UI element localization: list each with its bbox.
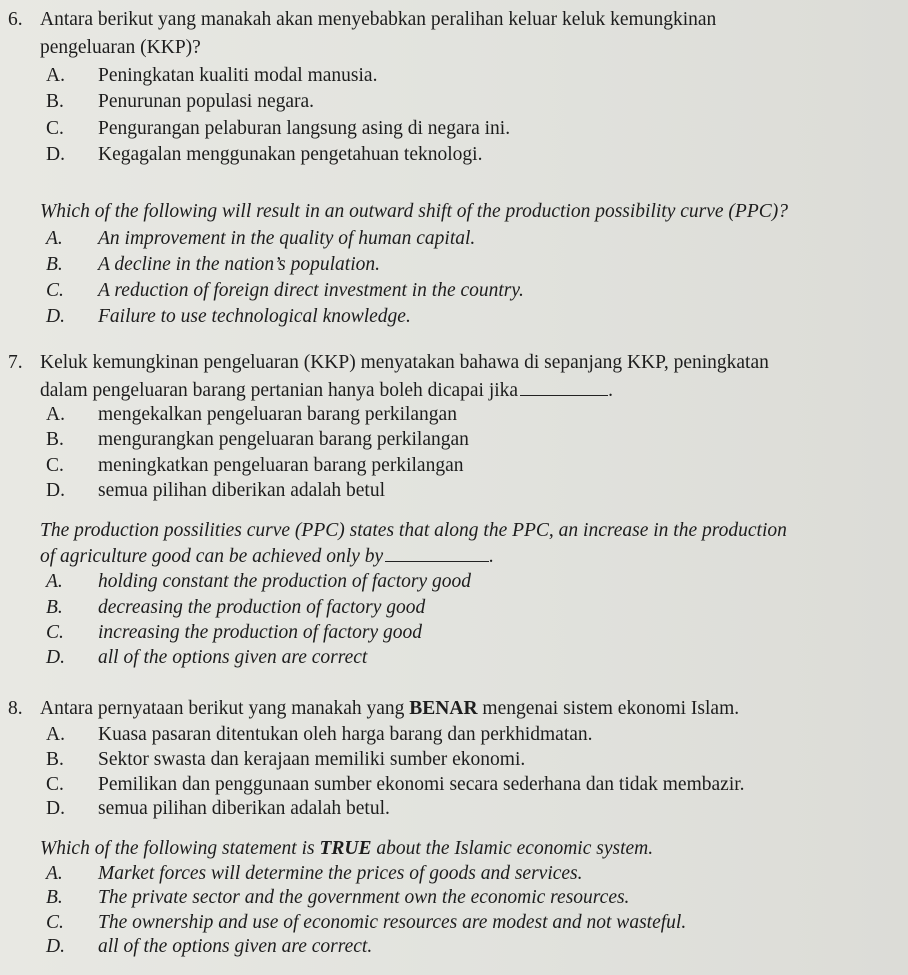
option-text: Market forces will determine the prices of goods and services. bbox=[98, 863, 583, 884]
question-text: Which of the following statement is bbox=[40, 838, 315, 859]
option-letter: B. bbox=[46, 887, 63, 908]
question-number: 8. bbox=[8, 698, 23, 719]
option-letter: C. bbox=[46, 455, 64, 476]
option-text: semua pilihan diberikan adalah betul bbox=[98, 480, 385, 501]
option-text: A reduction of foreign direct investment in the country. bbox=[98, 280, 524, 301]
option-letter: D. bbox=[46, 647, 65, 668]
option-letter: B. bbox=[46, 749, 64, 770]
question-text: about the Islamic economic system. bbox=[376, 838, 654, 859]
answer-blank bbox=[385, 545, 489, 562]
option-text: Kuasa pasaran ditentukan oleh harga barang dan perkhidmatan. bbox=[98, 724, 593, 745]
option-letter: C. bbox=[46, 912, 64, 933]
option-letter: D. bbox=[46, 798, 65, 819]
option-letter: C. bbox=[46, 118, 64, 139]
question-number: 6. bbox=[8, 9, 23, 30]
option-letter: B. bbox=[46, 254, 63, 275]
question-text: dalam pengeluaran barang pertanian hanya boleh dicapai jika bbox=[40, 380, 519, 401]
question-text: Antara berikut yang manakah akan menyebabkan peralihan keluar keluk kemungkinan bbox=[40, 9, 717, 30]
option-letter: C. bbox=[46, 774, 64, 795]
option-text: The ownership and use of economic resources are modest and not wasteful. bbox=[98, 912, 687, 933]
option-text: mengekalkan pengeluaran barang perkilangan bbox=[98, 404, 457, 425]
option-text: mengurangkan pengeluaran barang perkilangan bbox=[98, 429, 469, 450]
question-text: Which of the following will result in an outward shift of the production possibility curve (PPC)? bbox=[40, 201, 788, 222]
option-text: An improvement in the quality of human capital. bbox=[98, 228, 476, 249]
option-letter: B. bbox=[46, 91, 64, 112]
option-letter: D. bbox=[46, 480, 65, 501]
option-letter: A. bbox=[46, 571, 63, 592]
option-letter: A. bbox=[46, 228, 63, 249]
option-letter: A. bbox=[46, 65, 65, 86]
option-text: all of the options given are correct bbox=[98, 647, 368, 668]
option-text: decreasing the production of factory good bbox=[98, 597, 426, 618]
option-text: holding constant the production of factory good bbox=[98, 571, 471, 592]
option-text: meningkatkan pengeluaran barang perkilangan bbox=[98, 455, 464, 476]
question-text: Antara pernyataan berikut yang manakah yang bbox=[40, 698, 405, 719]
question-text: pengeluaran (KKP)? bbox=[40, 37, 201, 58]
question-text: of agriculture good can be achieved only by bbox=[40, 546, 384, 567]
option-letter: D. bbox=[46, 144, 65, 165]
option-text: Kegagalan menggunakan pengetahuan teknologi. bbox=[98, 144, 483, 165]
question-text-bold: TRUE bbox=[319, 838, 372, 859]
option-text: increasing the production of factory good bbox=[98, 622, 423, 643]
option-text: A decline in the nation’s population. bbox=[98, 254, 381, 275]
option-letter: C. bbox=[46, 280, 64, 301]
option-letter: C. bbox=[46, 622, 64, 643]
option-text: Sektor swasta dan kerajaan memiliki sumber ekonomi. bbox=[98, 749, 526, 770]
option-text: semua pilihan diberikan adalah betul. bbox=[98, 798, 390, 819]
option-letter: D. bbox=[46, 936, 65, 957]
option-letter: B. bbox=[46, 597, 63, 618]
option-text: Pemilikan dan penggunaan sumber ekonomi secara sederhana dan tidak membazir. bbox=[98, 774, 745, 795]
option-letter: D. bbox=[46, 306, 65, 327]
question-text-end: . bbox=[608, 380, 613, 401]
question-text: The production possilities curve (PPC) states that along the PPC, an increase in the production bbox=[40, 520, 787, 541]
option-letter: A. bbox=[46, 404, 65, 425]
option-text: The private sector and the government own the economic resources. bbox=[98, 887, 630, 908]
question-text-bold: BENAR bbox=[409, 698, 478, 719]
option-letter: A. bbox=[46, 724, 65, 745]
question-text: Keluk kemungkinan pengeluaran (KKP) menyatakan bahawa di sepanjang KKP, peningkatan bbox=[40, 352, 769, 373]
option-letter: A. bbox=[46, 863, 63, 884]
option-text: all of the options given are correct. bbox=[98, 936, 373, 957]
option-text: Peningkatan kualiti modal manusia. bbox=[98, 65, 378, 86]
question-number: 7. bbox=[8, 352, 23, 373]
option-text: Failure to use technological knowledge. bbox=[98, 306, 411, 327]
question-text-end: . bbox=[489, 546, 495, 567]
question-text: mengenai sistem ekonomi Islam. bbox=[482, 698, 740, 719]
option-letter: B. bbox=[46, 429, 64, 450]
option-text: Pengurangan pelaburan langsung asing di negara ini. bbox=[98, 118, 511, 139]
answer-blank bbox=[520, 379, 608, 396]
option-text: Penurunan populasi negara. bbox=[98, 91, 315, 112]
